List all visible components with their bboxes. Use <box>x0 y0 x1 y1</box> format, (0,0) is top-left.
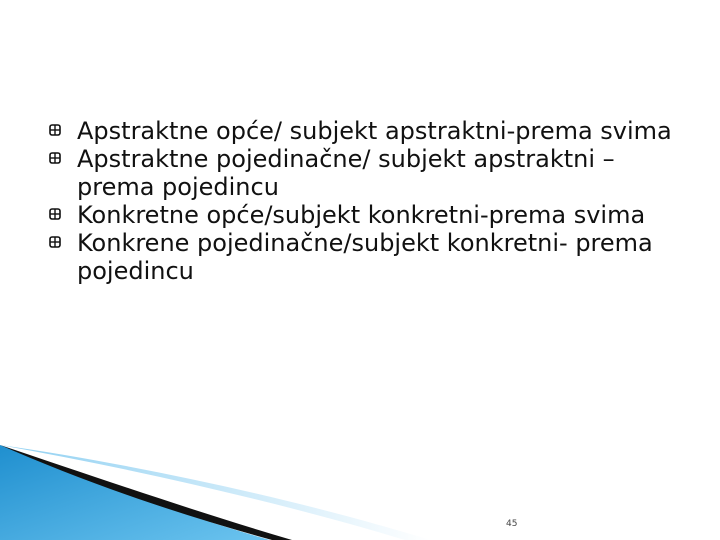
bottom-wave-decoration <box>0 445 720 540</box>
list-item <box>48 229 688 285</box>
bullet-content <box>48 117 688 285</box>
list-item <box>48 117 688 145</box>
bullet-text: Apstraktne pojedinačne/ subjekt apstraktni – prema pojedincu <box>77 145 615 201</box>
ornate-bullet-icon <box>48 123 62 137</box>
list-item <box>48 201 688 229</box>
bullet-text: Apstraktne opće/ subjekt apstraktni-prema svima <box>77 117 672 145</box>
ornate-bullet-icon <box>48 235 62 249</box>
bullet-list <box>48 117 688 285</box>
list-item <box>48 145 688 201</box>
bullet-text: Konkrene pojedinačne/subjekt konkretni- prema pojedincu <box>77 229 653 285</box>
page-number: 45 <box>506 519 518 529</box>
ornate-bullet-icon <box>48 151 62 165</box>
bullet-text: Konkretne opće/subjekt konkretni-prema svima <box>77 201 646 229</box>
ornate-bullet-icon <box>48 207 62 221</box>
